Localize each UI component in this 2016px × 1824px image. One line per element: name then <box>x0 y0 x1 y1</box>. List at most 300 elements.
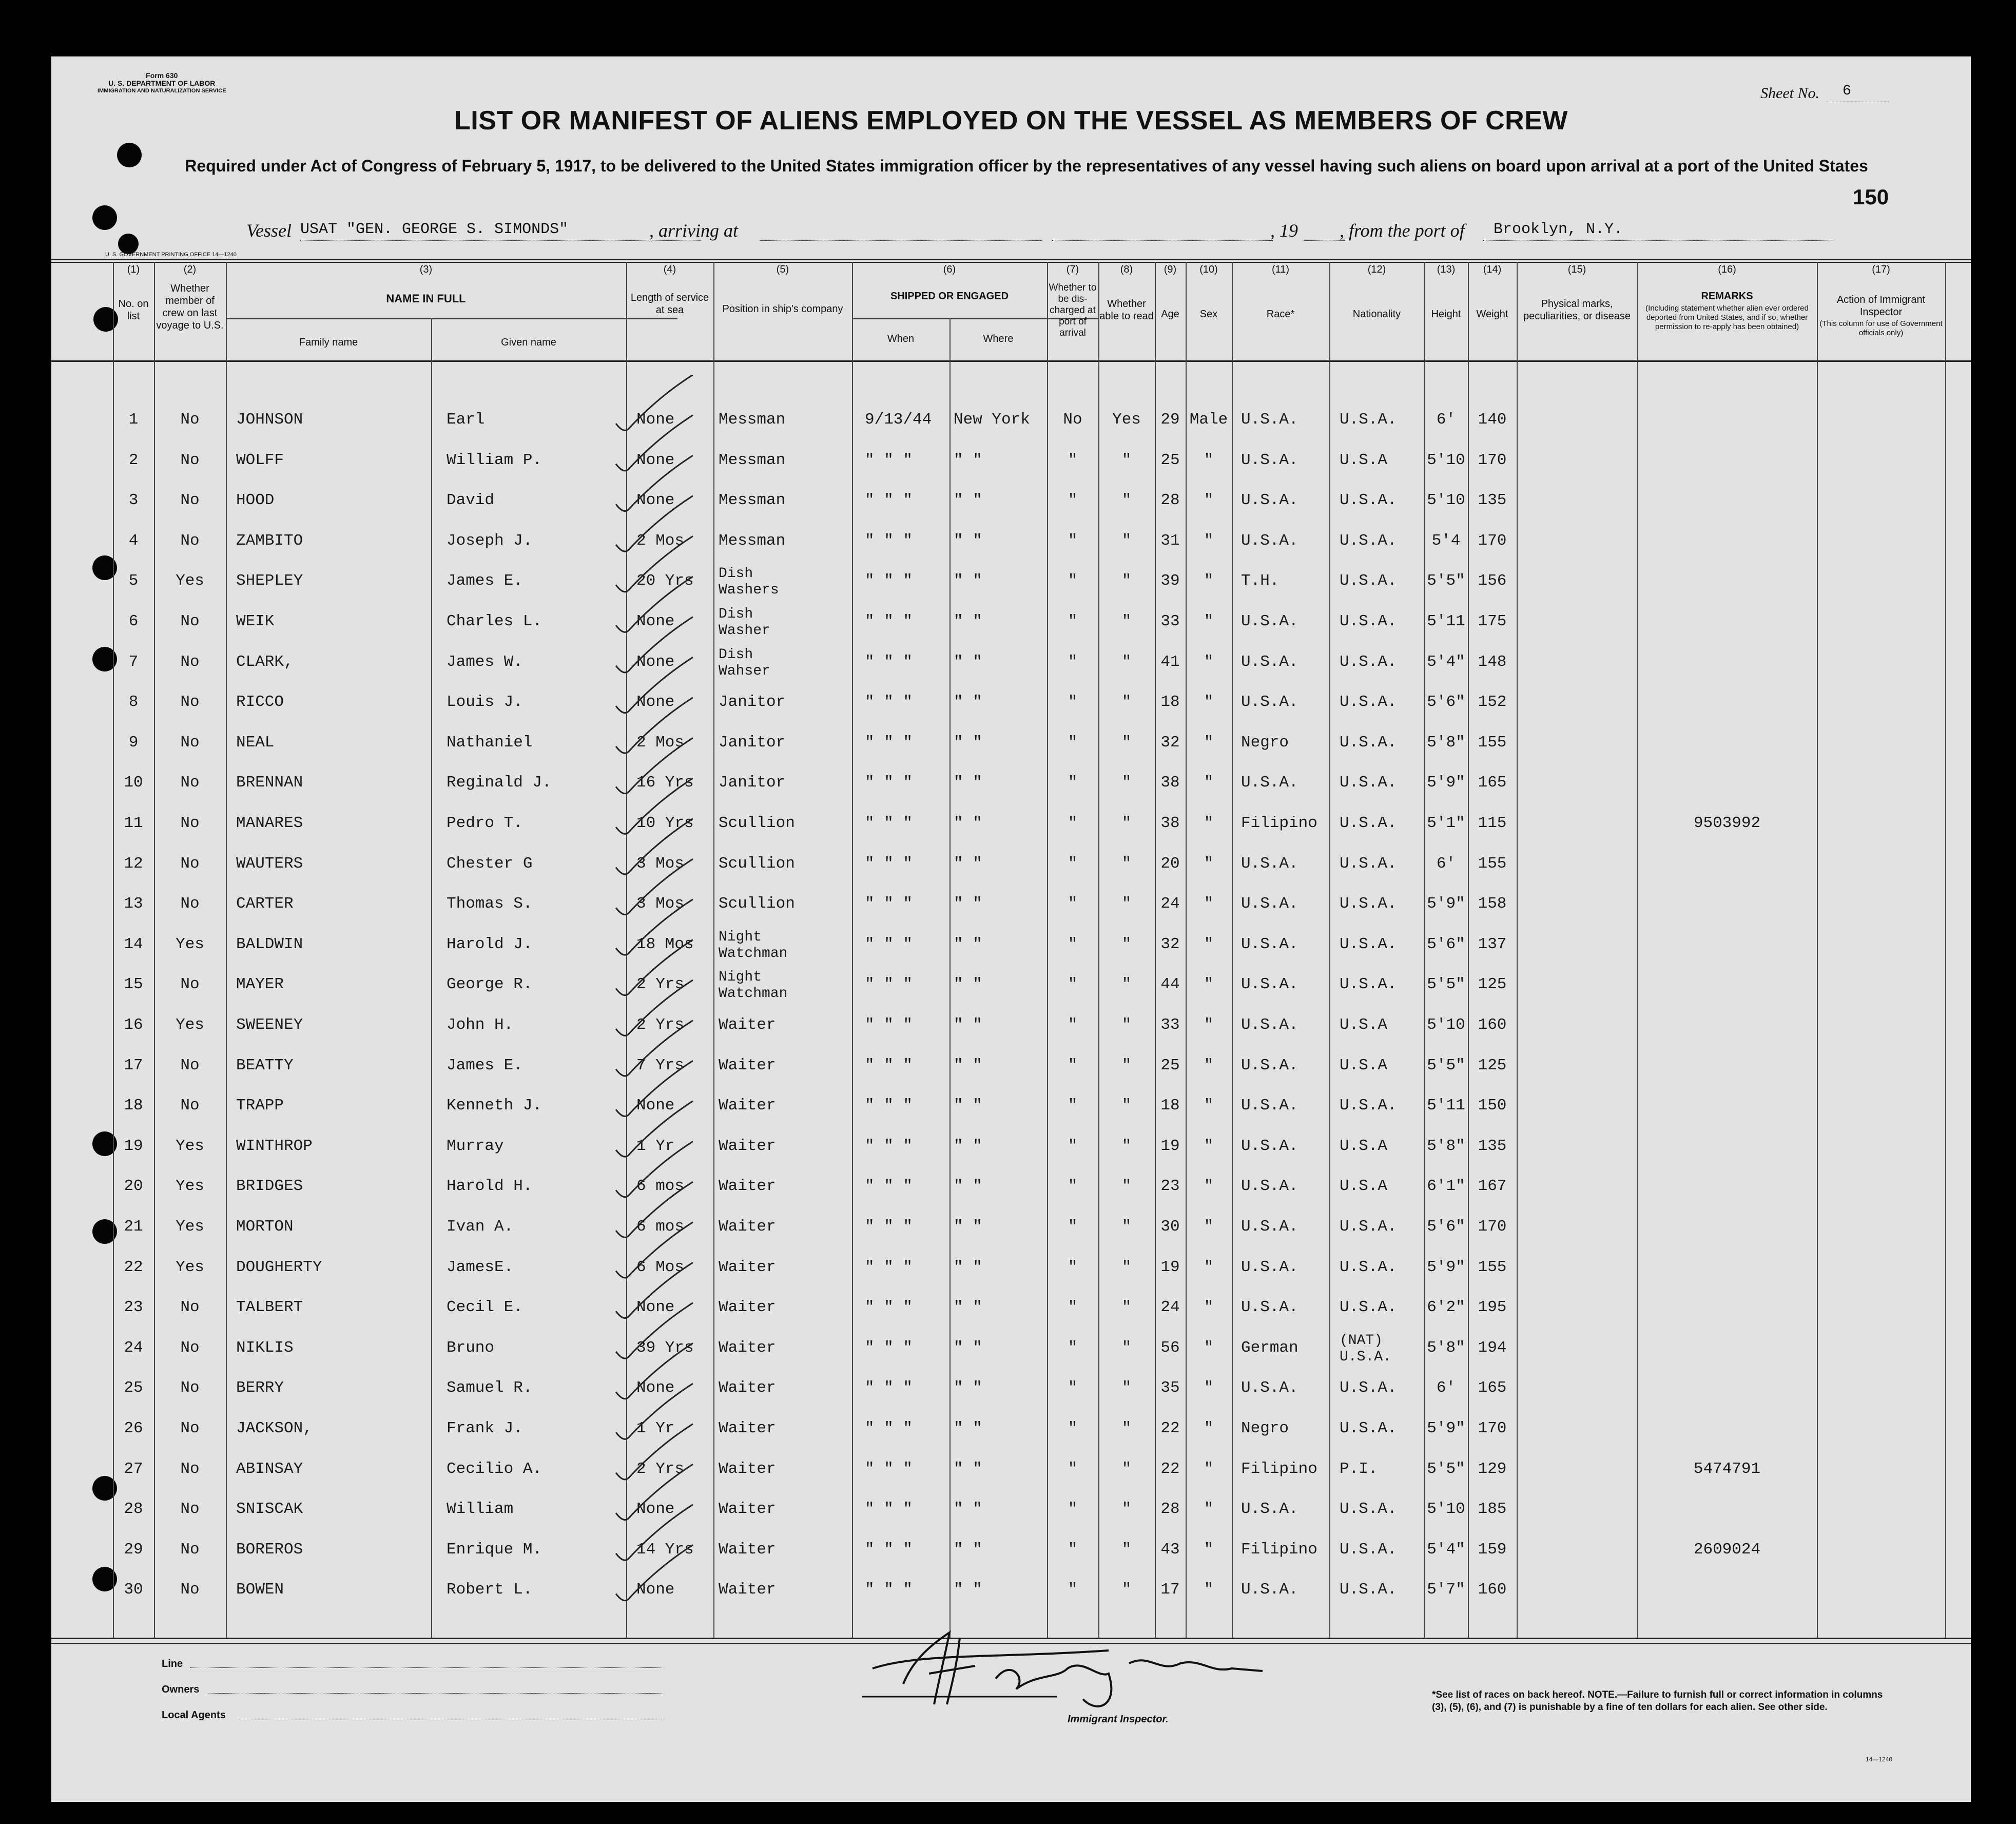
given-name: Robert L. <box>447 1581 533 1599</box>
printing-office: U. S. GOVERNMENT PRINTING OFFICE 14—1240 <box>105 252 237 258</box>
discharge: " <box>1068 854 1078 873</box>
family-name: RICCO <box>236 693 284 712</box>
previous-voyage: No <box>180 774 200 792</box>
sex: " <box>1204 693 1214 712</box>
age: 23 <box>1160 1177 1180 1196</box>
sex: " <box>1204 1460 1214 1478</box>
length-of-service: 3 Mos <box>636 854 685 873</box>
row-number: 15 <box>124 975 143 994</box>
able-to-read: " <box>1121 854 1132 873</box>
given-name: William P. <box>447 451 542 469</box>
weight: 159 <box>1478 1540 1507 1559</box>
shipped-when: " " " <box>865 935 913 953</box>
vessel-label: Vessel <box>246 220 292 241</box>
height: 5'10 <box>1427 451 1465 469</box>
form-code: 14—1240 <box>1866 1756 1893 1763</box>
weight: 156 <box>1478 572 1507 590</box>
age: 20 <box>1160 854 1180 873</box>
height: 5'6" <box>1427 693 1465 712</box>
position: Waiter <box>719 1419 776 1437</box>
header-name-in-full: NAME IN FULL <box>386 292 466 305</box>
age: 18 <box>1160 1097 1180 1115</box>
nationality: U.S.A. <box>1340 531 1397 550</box>
nationality: U.S.A <box>1340 1177 1388 1196</box>
length-of-service: 7 Yrs <box>636 1056 685 1074</box>
discharge: " <box>1068 975 1078 994</box>
discharge: " <box>1068 1460 1078 1478</box>
able-to-read: " <box>1121 531 1132 550</box>
sex: Male <box>1189 411 1228 429</box>
weight: 170 <box>1478 531 1507 550</box>
race: U.S.A. <box>1241 1137 1298 1155</box>
able-to-read: " <box>1121 1338 1132 1357</box>
position: Waiter <box>719 1500 776 1519</box>
length-of-service: 6 Mos <box>636 1258 685 1276</box>
row-number: 13 <box>124 895 143 913</box>
manifest-sheet <box>51 56 1971 1802</box>
height: 5'11 <box>1427 612 1465 630</box>
length-of-service: 2 Yrs <box>636 975 685 994</box>
length-of-service: 3 Mos <box>636 895 685 913</box>
family-name: WOLFF <box>236 451 284 469</box>
weight: 185 <box>1478 1500 1507 1519</box>
position: Scullion <box>719 854 795 873</box>
able-to-read: " <box>1121 1540 1132 1559</box>
shipped-when: " " " <box>865 491 913 510</box>
family-name: JACKSON, <box>236 1419 313 1437</box>
position: Scullion <box>719 895 795 913</box>
position: Janitor <box>719 733 786 752</box>
row-number: 11 <box>124 814 143 832</box>
age: 39 <box>1160 572 1180 590</box>
height: 5'5" <box>1427 975 1465 994</box>
race: Negro <box>1241 1419 1289 1437</box>
height: 5'8" <box>1427 1338 1465 1357</box>
discharge: " <box>1068 1137 1078 1155</box>
height: 5'1" <box>1427 814 1465 832</box>
shipped-where: " " <box>954 491 982 510</box>
row-number: 1 <box>128 411 139 429</box>
discharge: " <box>1068 1016 1078 1034</box>
race: U.S.A. <box>1241 491 1298 510</box>
sex: " <box>1204 854 1214 873</box>
given-name: John H. <box>447 1016 514 1034</box>
sex: " <box>1204 1056 1214 1074</box>
previous-voyage: No <box>180 733 200 752</box>
race: U.S.A. <box>1241 1379 1298 1397</box>
length-of-service: 2 Mos <box>636 531 685 550</box>
length-of-service: None <box>636 612 675 630</box>
age: 32 <box>1160 733 1180 752</box>
position: Waiter <box>719 1177 776 1196</box>
header-length-of-service: Length of service at sea <box>630 292 709 316</box>
previous-voyage: No <box>180 854 200 873</box>
shipped-when: " " " <box>865 1338 913 1357</box>
length-of-service: 14 Yrs <box>636 1540 694 1559</box>
race: U.S.A. <box>1241 411 1298 429</box>
age: 32 <box>1160 935 1180 953</box>
given-name: Harold H. <box>447 1177 533 1196</box>
shipped-where: " " <box>954 1379 982 1397</box>
position: Waiter <box>719 1540 776 1559</box>
able-to-read: " <box>1121 1500 1132 1519</box>
position: Waiter <box>719 1298 776 1317</box>
row-number: 10 <box>124 774 143 792</box>
position: Night Watchman <box>719 929 788 962</box>
sex: " <box>1204 814 1214 832</box>
position: Waiter <box>719 1379 776 1397</box>
header-no-on-list: No. on list <box>118 298 149 322</box>
race: U.S.A. <box>1241 693 1298 712</box>
able-to-read: " <box>1121 975 1132 994</box>
discharge: " <box>1068 693 1078 712</box>
shipped-where: " " <box>954 693 982 712</box>
weight: 170 <box>1478 1218 1507 1236</box>
weight: 135 <box>1478 491 1507 510</box>
col-number-7: (7) <box>1066 264 1079 275</box>
document-title: LIST OR MANIFEST OF ALIENS EMPLOYED ON THE VESSEL AS MEMBERS OF CREW <box>454 106 1568 136</box>
race: Filipino <box>1241 814 1317 832</box>
sex: " <box>1204 1338 1214 1357</box>
position: Waiter <box>719 1338 776 1357</box>
able-to-read: " <box>1121 693 1132 712</box>
race: U.S.A. <box>1241 1298 1298 1317</box>
given-name: William <box>447 1500 514 1519</box>
row-number: 6 <box>128 612 139 630</box>
nationality: U.S.A <box>1340 1056 1388 1074</box>
discharge: " <box>1068 1177 1078 1196</box>
remarks: 9503992 <box>1693 814 1761 832</box>
sex: " <box>1204 733 1214 752</box>
col-number-9: (9) <box>1164 264 1177 275</box>
nationality: U.S.A. <box>1340 854 1397 873</box>
family-name: NIKLIS <box>236 1338 294 1357</box>
header-given-name: Given name <box>501 337 556 348</box>
previous-voyage: No <box>180 531 200 550</box>
position: Janitor <box>719 693 786 712</box>
nationality: U.S.A. <box>1340 774 1397 792</box>
col-number-17: (17) <box>1872 264 1890 275</box>
height: 5'8" <box>1427 1137 1465 1155</box>
shipped-when: " " " <box>865 451 913 469</box>
given-name: Earl <box>447 411 485 429</box>
col-number-10: (10) <box>1199 264 1218 275</box>
weight: 129 <box>1478 1460 1507 1478</box>
previous-voyage: No <box>180 612 200 630</box>
shipped-when: " " " <box>865 531 913 550</box>
shipped-when: " " " <box>865 1218 913 1236</box>
shipped-when: " " " <box>865 814 913 832</box>
row-number: 16 <box>124 1016 143 1034</box>
sex: " <box>1204 451 1214 469</box>
col-number-8: (8) <box>1120 264 1133 275</box>
position: Waiter <box>719 1218 776 1236</box>
height: 5'5" <box>1427 1056 1465 1074</box>
family-name: BALDWIN <box>236 935 303 953</box>
able-to-read: " <box>1121 1056 1132 1074</box>
given-name: Charles L. <box>447 612 542 630</box>
family-name: BOWEN <box>236 1581 284 1599</box>
length-of-service: None <box>636 451 675 469</box>
weight: 160 <box>1478 1581 1507 1599</box>
able-to-read: " <box>1121 1137 1132 1155</box>
previous-voyage: Yes <box>176 1177 204 1196</box>
sex: " <box>1204 652 1214 671</box>
able-to-read: " <box>1121 451 1132 469</box>
shipped-where: " " <box>954 612 982 630</box>
given-name: Pedro T. <box>447 814 523 832</box>
race: Negro <box>1241 733 1289 752</box>
age: 29 <box>1160 411 1180 429</box>
able-to-read: " <box>1121 1581 1132 1599</box>
punch-hole <box>118 234 139 254</box>
weight: 152 <box>1478 693 1507 712</box>
family-name: WINTHROP <box>236 1137 313 1155</box>
able-to-read: " <box>1121 1258 1132 1276</box>
row-number: 20 <box>124 1177 143 1196</box>
discharge: " <box>1068 451 1078 469</box>
age: 43 <box>1160 1540 1180 1559</box>
weight: 194 <box>1478 1338 1507 1357</box>
race: U.S.A. <box>1241 1177 1298 1196</box>
position: Dish Washers <box>719 566 779 599</box>
row-number: 28 <box>124 1500 143 1519</box>
family-name: BERRY <box>236 1379 284 1397</box>
given-name: James W. <box>447 652 523 671</box>
sex: " <box>1204 774 1214 792</box>
col-number-2: (2) <box>183 264 197 275</box>
nationality: U.S.A. <box>1340 491 1397 510</box>
given-name: Enrique M. <box>447 1540 542 1559</box>
col-number-6: (6) <box>943 264 956 275</box>
nationality: U.S.A. <box>1340 935 1397 953</box>
height: 5'10 <box>1427 1500 1465 1519</box>
discharge: " <box>1068 733 1078 752</box>
given-name: Bruno <box>447 1338 495 1357</box>
family-name: ABINSAY <box>236 1460 303 1478</box>
length-of-service: 2 Mos <box>636 733 685 752</box>
family-name: WAUTERS <box>236 854 303 873</box>
family-name: SWEENEY <box>236 1016 303 1034</box>
from-port-value: Brooklyn, N.Y. <box>1494 221 1623 238</box>
sex: " <box>1204 1097 1214 1115</box>
age: 19 <box>1160 1137 1180 1155</box>
length-of-service: 10 Yrs <box>636 814 694 832</box>
family-name: TALBERT <box>236 1298 303 1317</box>
length-of-service: None <box>636 1581 675 1599</box>
row-number: 27 <box>124 1460 143 1478</box>
position: Waiter <box>719 1097 776 1115</box>
position: Waiter <box>719 1581 776 1599</box>
shipped-when: " " " <box>865 854 913 873</box>
sex: " <box>1204 895 1214 913</box>
sex: " <box>1204 1379 1214 1397</box>
race: U.S.A. <box>1241 975 1298 994</box>
previous-voyage: Yes <box>176 1218 204 1236</box>
row-number: 29 <box>124 1540 143 1559</box>
shipped-when: " " " <box>865 1460 913 1478</box>
shipped-where: " " <box>954 1137 982 1155</box>
shipped-where: " " <box>954 652 982 671</box>
age: 33 <box>1160 612 1180 630</box>
race: U.S.A. <box>1241 451 1298 469</box>
footnote: *See list of races on back hereof. NOTE.—Failure to furnish full or correct information in columns (3), (5), (6), and (7) is punishable by a fine of ten dollars for each alien. See other side. <box>1432 1689 1883 1713</box>
discharge: " <box>1068 814 1078 832</box>
family-name: MORTON <box>236 1218 294 1236</box>
header-shipped-or-engaged: SHIPPED OR ENGAGED <box>890 291 1009 302</box>
length-of-service: 6 mos <box>636 1218 685 1236</box>
age: 31 <box>1160 531 1180 550</box>
row-number: 18 <box>124 1097 143 1115</box>
given-name: Murray <box>447 1137 504 1155</box>
length-of-service: 1 Yr <box>636 1419 675 1437</box>
sex: " <box>1204 612 1214 630</box>
able-to-read: Yes <box>1112 411 1141 429</box>
previous-voyage: No <box>180 1298 200 1317</box>
previous-voyage: No <box>180 1097 200 1115</box>
check-mark <box>616 1545 693 1600</box>
nationality: U.S.A. <box>1340 1379 1397 1397</box>
height: 5'9" <box>1427 1419 1465 1437</box>
position: Waiter <box>719 1137 776 1155</box>
shipped-where: " " <box>954 1097 982 1115</box>
arriving-label: , arriving at <box>649 220 739 241</box>
previous-voyage: No <box>180 491 200 510</box>
family-name: BOREROS <box>236 1540 303 1559</box>
given-name: Harold J. <box>447 935 533 953</box>
discharge: " <box>1068 1056 1078 1074</box>
header-action: Action of Immigrant Inspector <box>1836 294 1926 318</box>
previous-voyage: No <box>180 1460 200 1478</box>
length-of-service: 1 Yr <box>636 1137 675 1155</box>
length-of-service: None <box>636 491 675 510</box>
family-name: ZAMBITO <box>236 531 303 550</box>
col-number-3: (3) <box>419 264 433 275</box>
sex: " <box>1204 1218 1214 1236</box>
col-number-1: (1) <box>127 264 140 275</box>
height: 5'7" <box>1427 1581 1465 1599</box>
sex: " <box>1204 975 1214 994</box>
year-label: , 19 <box>1270 220 1298 241</box>
race: U.S.A. <box>1241 1056 1298 1074</box>
shipped-when: 9/13/44 <box>865 411 932 429</box>
previous-voyage: No <box>180 1056 200 1074</box>
given-name: James E. <box>447 1056 523 1074</box>
given-name: Thomas S. <box>447 895 533 913</box>
nationality: U.S.A. <box>1340 975 1397 994</box>
from-port-label: , from the port of <box>1340 220 1465 241</box>
family-name: CLARK, <box>236 652 294 671</box>
document-subtitle: Required under Act of Congress of February 5, 1917, to be delivered to the United States immigration officer by the representatives of any vessel having such aliens on board upon arrival at a port of the United States <box>185 157 1868 175</box>
row-number: 26 <box>124 1419 143 1437</box>
row-number: 22 <box>124 1258 143 1276</box>
discharge: " <box>1068 895 1078 913</box>
height: 5'4 <box>1431 531 1461 550</box>
shipped-where: " " <box>954 1298 982 1317</box>
row-number: 4 <box>128 531 139 550</box>
vessel-value: USAT "GEN. GEORGE S. SIMONDS" <box>300 221 569 238</box>
nationality: U.S.A <box>1340 451 1388 469</box>
nationality: U.S.A. <box>1340 1097 1397 1115</box>
nationality: U.S.A. <box>1340 612 1397 630</box>
race: U.S.A. <box>1241 531 1298 550</box>
discharge: " <box>1068 1419 1078 1437</box>
sheet-number-value: 6 <box>1843 83 1851 99</box>
position: Waiter <box>719 1016 776 1034</box>
nationality: U.S.A. <box>1340 1419 1397 1437</box>
discharge: " <box>1068 1500 1078 1519</box>
length-of-service: None <box>636 1097 675 1115</box>
discharge: " <box>1068 1379 1078 1397</box>
col-number-13: (13) <box>1437 264 1456 275</box>
previous-voyage: Yes <box>176 1258 204 1276</box>
age: 28 <box>1160 1500 1180 1519</box>
col-number-4: (4) <box>663 264 676 275</box>
race: U.S.A. <box>1241 1581 1298 1599</box>
family-name: MANARES <box>236 814 303 832</box>
sex: " <box>1204 1500 1214 1519</box>
able-to-read: " <box>1121 1419 1132 1437</box>
previous-voyage: Yes <box>176 935 204 953</box>
given-name: Cecilio A. <box>447 1460 542 1478</box>
shipped-where: " " <box>954 814 982 832</box>
shipped-when: " " " <box>865 1540 913 1559</box>
row-number: 8 <box>128 693 139 712</box>
header-where: Where <box>983 333 1014 344</box>
shipped-where: " " <box>954 1540 982 1559</box>
inspector-signature <box>842 1602 1304 1720</box>
race: German <box>1241 1338 1298 1357</box>
able-to-read: " <box>1121 1016 1132 1034</box>
weight: 115 <box>1478 814 1507 832</box>
sex: " <box>1204 491 1214 510</box>
sheet-number-label: Sheet No. <box>1760 85 1819 102</box>
able-to-read: " <box>1121 1298 1132 1317</box>
nationality: U.S.A. <box>1340 693 1397 712</box>
age: 28 <box>1160 491 1180 510</box>
previous-voyage: No <box>180 451 200 469</box>
nationality: U.S.A. <box>1340 814 1397 832</box>
shipped-when: " " " <box>865 612 913 630</box>
able-to-read: " <box>1121 1460 1132 1478</box>
header-weight: Weight <box>1476 309 1508 320</box>
age: 35 <box>1160 1379 1180 1397</box>
shipped-when: " " " <box>865 652 913 671</box>
weight: 150 <box>1478 1097 1507 1115</box>
shipped-where: " " <box>954 895 982 913</box>
previous-voyage: No <box>180 693 200 712</box>
race: U.S.A. <box>1241 1016 1298 1034</box>
previous-voyage: Yes <box>176 572 204 590</box>
nationality: U.S.A. <box>1340 1540 1397 1559</box>
family-name: BRENNAN <box>236 774 303 792</box>
line-label: Line <box>162 1658 183 1669</box>
given-name: Joseph J. <box>447 531 533 550</box>
shipped-when: " " " <box>865 1581 913 1599</box>
given-name: Chester G <box>447 854 533 873</box>
given-name: Louis J. <box>447 693 523 712</box>
family-name: SHEPLEY <box>236 572 303 590</box>
discharge: " <box>1068 774 1078 792</box>
weight: 170 <box>1478 1419 1507 1437</box>
length-of-service: 39 Yrs <box>636 1338 694 1357</box>
discharge: " <box>1068 652 1078 671</box>
shipped-where: " " <box>954 1338 982 1357</box>
age: 25 <box>1160 451 1180 469</box>
race: U.S.A. <box>1241 1500 1298 1519</box>
weight: 125 <box>1478 1056 1507 1074</box>
age: 19 <box>1160 1258 1180 1276</box>
